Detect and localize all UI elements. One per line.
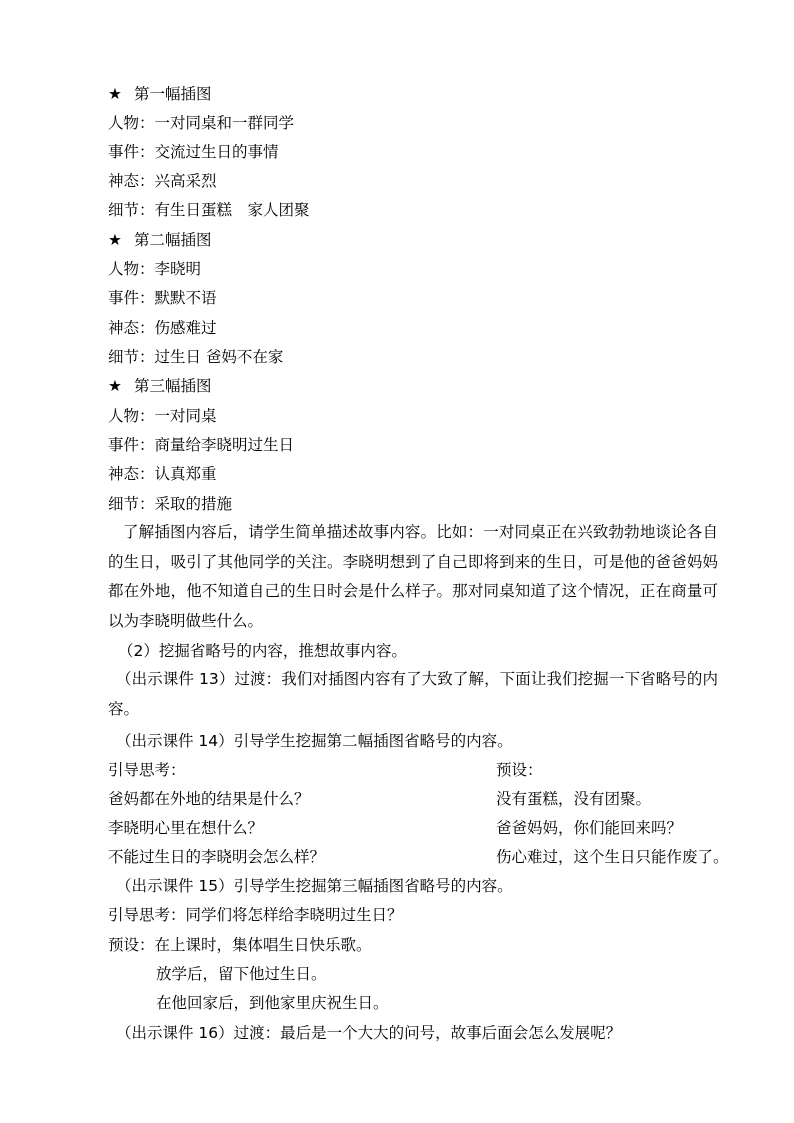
courseware16-line: （出示课件 16）过渡：最后是一个大大的问号，故事后面会怎么发展呢？ [116,1024,622,1042]
preset3-line2: 放学后，留下他过生日。 [156,965,327,983]
guide-header: 引导思考： [108,761,186,779]
guide-question: 爸妈都在外地的结果是什么？ [108,790,310,808]
star-icon: ★ [108,231,122,249]
section3-event: 事件：商量给李晓明过生日 [108,436,295,454]
courseware15-line: （出示课件 15）引导学生挖掘第三幅插图省略号的内容。 [116,877,513,895]
section2-mood: 神态：伤感难过 [108,319,217,337]
section2-event: 事件：默默不语 [108,289,217,307]
courseware13-paragraph: （出示课件 13）过渡：我们对插图内容有了大致了解，下面让我们挖掘一下省略号的内容。 [108,670,718,718]
guide-row [108,789,708,809]
guide-question: 不能过生日的李晓明会怎么样？ [108,848,326,866]
section2-detail: 细节：过生日 爸妈不在家 [108,348,284,366]
section3-person: 人物：一对同桌 [108,407,217,425]
story-paragraph: 了解插图内容后，请学生简单描述故事内容。比如：一对同桌正在兴致勃勃地谈论各自的生日，吸引了其他同学的关注。李晓明想到了自己即将到来的生日，可是他的爸爸妈妈都在外地，他不知道自己的生日时会是什么样子。那对同桌知道了这个情况，正在商量可以为李晓明做些什么。 [108,523,718,630]
section3-detail: 细节：采取的措施 [108,495,233,513]
star-icon: ★ [108,85,122,103]
guide-answer: 爸爸妈妈，你们能回来吗？ [496,819,683,837]
courseware14-line: （出示课件 14）引导学生挖掘第二幅插图省略号的内容。 [116,732,513,750]
guide-answer: 伤心难过，这个生日只能作废了。 [496,848,729,866]
step2-line: （2）挖掘省略号的内容，推想故事内容。 [118,642,407,660]
preset3-line3: 在他回家后，到他家里庆祝生日。 [156,994,389,1012]
guide-answer: 没有蛋糕，没有团聚。 [496,790,652,808]
guide-row [108,847,729,867]
section3-heading: ★ 第三幅插图 [108,377,212,395]
section1-person: 人物：一对同桌和一群同学 [108,114,295,132]
guide-table-header [108,760,708,780]
preset3-line1: 预设：在上课时，集体唱生日快乐歌。 [108,936,372,954]
star-icon: ★ [108,377,122,395]
guide-question: 李晓明心里在想什么？ [108,819,264,837]
section3-mood: 神态：认真郑重 [108,465,217,483]
section2-person: 人物：李晓明 [108,260,202,278]
guide3-line: 引导思考：同学们将怎样给李晓明过生日？ [108,906,403,924]
section1-event: 事件：交流过生日的事情 [108,143,279,161]
section2-heading: ★ 第二幅插图 [108,231,212,249]
preset-header: 预设： [496,761,543,779]
section1-detail: 细节：有生日蛋糕 家人团聚 [108,201,310,219]
guide-row [108,818,708,838]
section1-heading: ★ 第一幅插图 [108,85,212,103]
section1-mood: 神态：兴高采烈 [108,172,217,190]
